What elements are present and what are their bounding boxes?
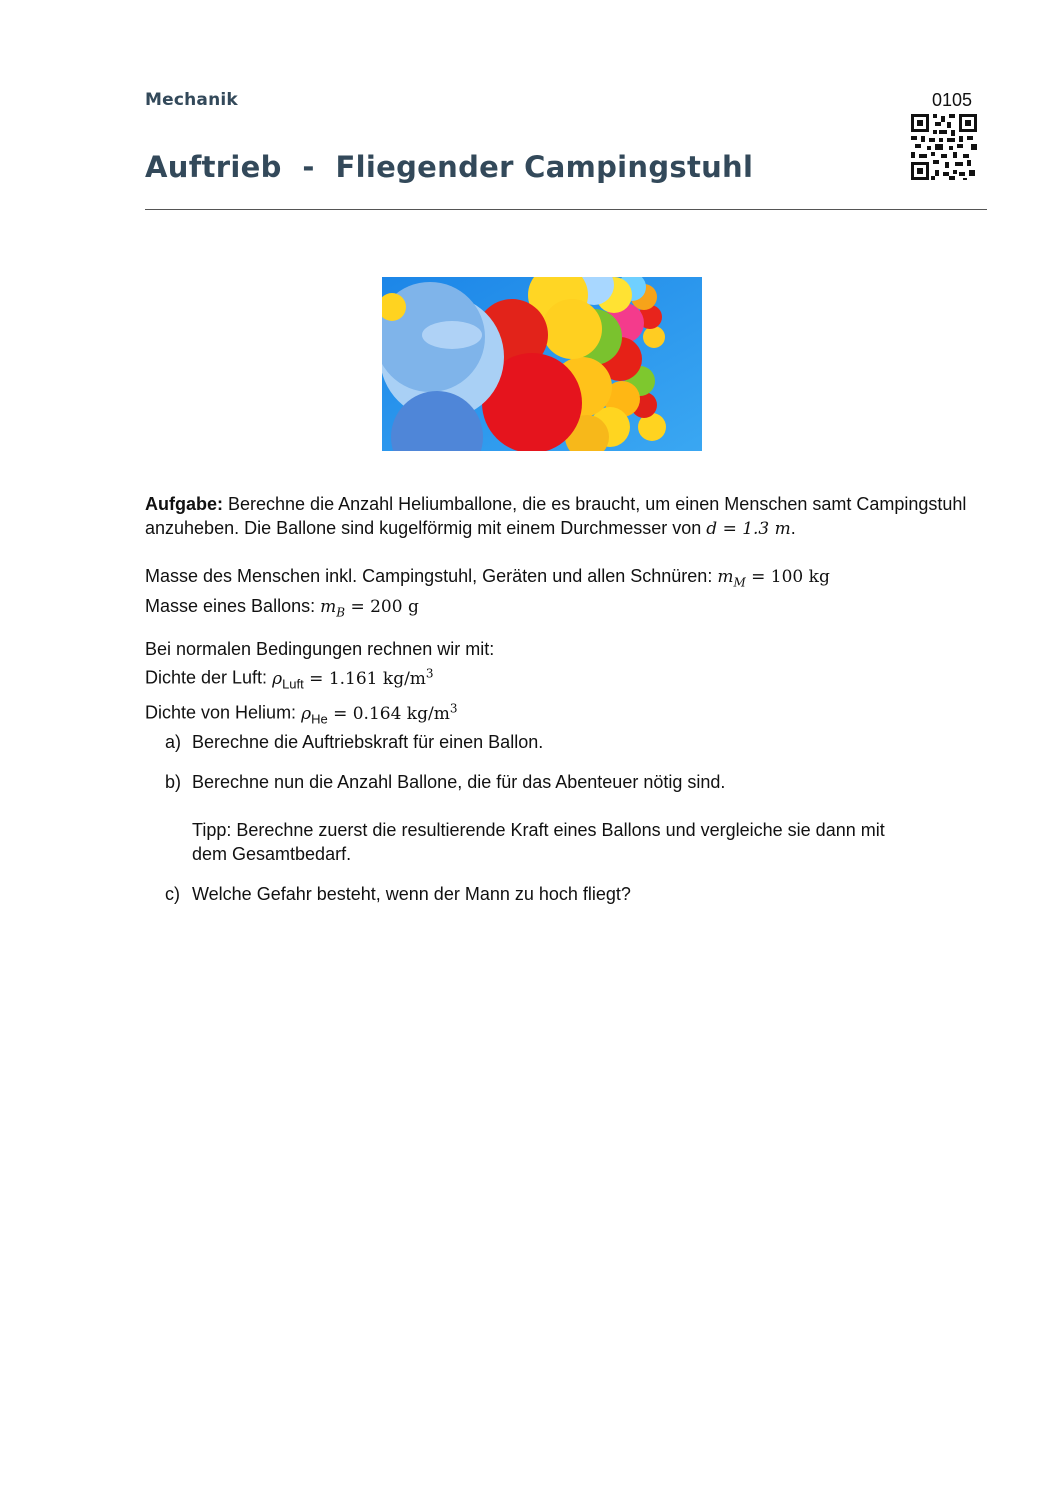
helium-density-label: Dichte von Helium: bbox=[145, 702, 302, 723]
colorful-balloons-photo bbox=[382, 277, 702, 451]
subject-category: Mechanik bbox=[145, 90, 238, 110]
helium-density-formula: $\rho_{He} = 0.164$ $kg/m^3$ bbox=[301, 701, 458, 727]
balloon-mass-label: Masse eines Ballons: bbox=[145, 596, 321, 617]
question-c: c) Welche Gefahr besteht, wenn der Mann zu hoch fliegt? bbox=[165, 884, 631, 904]
density-conditions bbox=[145, 637, 1005, 731]
task-line-1: Berechne die Anzahl Heliumballone, die es braucht, um einen Menschen samt Campingstuhl bbox=[223, 494, 967, 514]
air-density-formula: $\rho_{Luft} = 1.161$ $kg/m^3$ bbox=[272, 666, 434, 692]
page-title: Auftrieb - Fliegender Campingstuhl bbox=[145, 150, 754, 184]
air-density-label: Dichte der Luft: bbox=[145, 667, 273, 688]
person-mass-label: Masse des Menschen inkl. Campingstuhl, Geräten und allen Schnüren: bbox=[145, 566, 718, 586]
mass-definitions bbox=[145, 564, 1005, 625]
diameter-formula: d = 1.3 m bbox=[706, 519, 791, 539]
conditions-intro: Bei normalen Bedingungen rechnen wir mit: bbox=[145, 639, 495, 659]
question-b: b) Berechne nun die Anzahl Ballone, die für das Abenteuer nötig sind. bbox=[165, 772, 726, 792]
header-divider bbox=[145, 209, 987, 210]
document-number: 0105 bbox=[932, 90, 973, 110]
task-label: Aufgabe: bbox=[145, 494, 223, 514]
balloon-mass-formula: $m_B = 200$ g bbox=[320, 597, 419, 620]
person-mass-formula: $m_M = 100$ kg bbox=[717, 567, 830, 590]
task-line-2: anzuheben. Die Ballone sind kugelförmig mit einem Durchmesser von bbox=[145, 518, 707, 538]
question-a: a) Berechne die Auftriebskraft für einen Ballon. bbox=[165, 732, 544, 752]
task-description: Aufgabe: Berechne die Anzahl Heliumballone, die es braucht, um einen Menschen samt Campingstuhl anzuheben. Die Ballone sind kugelförmig mit einem Durchmesser von d = 1.3 m. bbox=[145, 494, 967, 539]
qr-code-icon[interactable] bbox=[911, 114, 977, 180]
tip-text: Tipp: Berechne zuerst die resultierende Kraft eines Ballons und vergleiche sie dann mit dem Gesamtbedarf. bbox=[192, 820, 885, 864]
